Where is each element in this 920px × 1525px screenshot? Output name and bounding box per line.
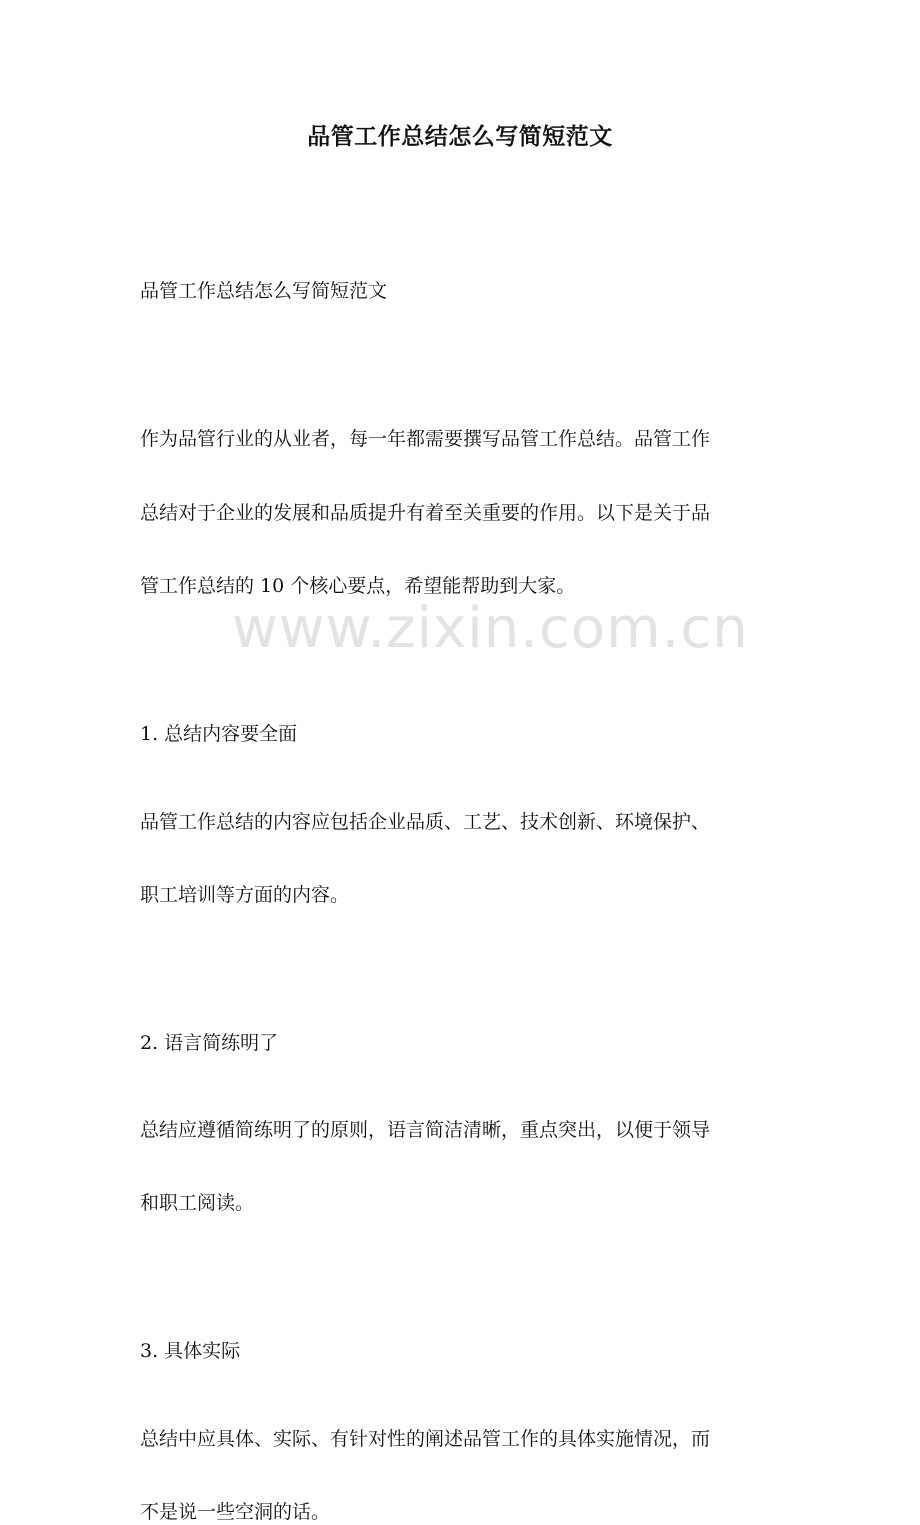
section-heading: 2. 语言简练明了	[140, 1032, 279, 1054]
watermark: www.zixin.com.cn	[232, 596, 749, 661]
section-heading: 1. 总结内容要全面	[140, 723, 298, 745]
document-subtitle: 品管工作总结怎么写简短范文	[140, 280, 388, 302]
section-body-line: 不是说一些空洞的话。	[140, 1501, 331, 1523]
section-heading: 3. 具体实际	[140, 1340, 241, 1362]
intro-line: 管工作总结的 10 个核心要点，希望能帮助到大家。	[140, 575, 576, 597]
intro-line: 作为品管行业的从业者，每一年都需要撰写品管工作总结。品管工作	[140, 428, 711, 450]
intro-line: 总结对于企业的发展和品质提升有着至关重要的作用。以下是关于品	[140, 502, 711, 524]
section-body-line: 品管工作总结的内容应包括企业品质、工艺、技术创新、环境保护、	[140, 811, 711, 833]
section-body-line: 总结中应具体、实际、有针对性的阐述品管工作的具体实施情况，而	[140, 1428, 711, 1450]
section-body-line: 和职工阅读。	[140, 1192, 255, 1214]
section-body-line: 职工培训等方面的内容。	[140, 884, 350, 906]
section-body-line: 总结应遵循简练明了的原则，语言简洁清晰，重点突出，以便于领导	[140, 1119, 711, 1141]
document-title: 品管工作总结怎么写简短范文	[307, 123, 613, 150]
